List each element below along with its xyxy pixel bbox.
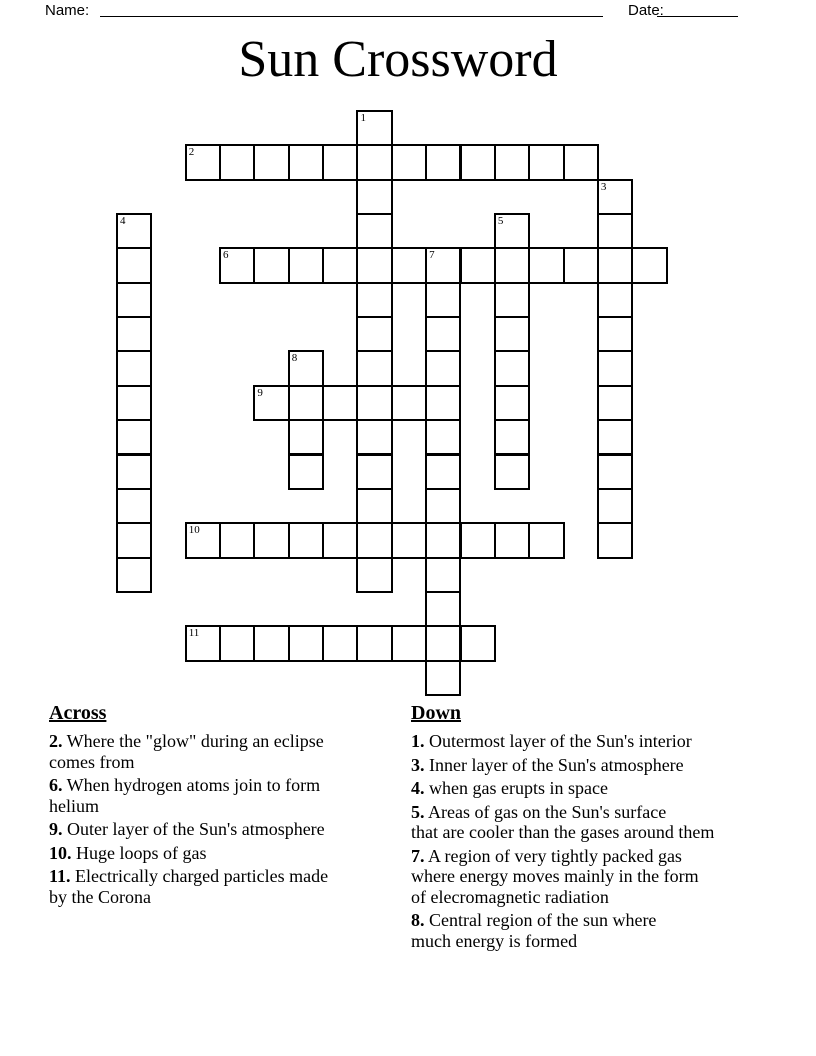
grid-cell[interactable] [185,522,221,558]
grid-cell[interactable] [116,454,152,490]
clue: 10. Huge loops of gas [49,842,207,863]
grid-cell[interactable] [356,110,392,146]
grid-cell[interactable] [116,385,152,421]
grid-cell[interactable] [322,522,358,558]
grid-cell[interactable] [597,419,633,455]
grid-cell[interactable] [494,454,530,490]
grid-cell[interactable] [494,282,530,318]
grid-cell[interactable] [356,247,392,283]
clue-number: 5 [497,215,504,228]
grid-cell[interactable] [425,454,461,490]
grid-cell[interactable] [597,213,633,249]
grid-cell[interactable] [356,179,392,215]
clue: 5. Areas of gas on the Sun's surface that are cooler than the gases around them [411,801,715,842]
clue-number-label: 7. [411,845,425,866]
grid-cell[interactable] [356,454,392,490]
grid-cell[interactable] [425,488,461,524]
grid-cell[interactable] [253,522,289,558]
grid-cell[interactable] [597,179,633,215]
grid-cell[interactable] [597,385,633,421]
grid-cell[interactable] [494,385,530,421]
grid-cell[interactable] [494,213,530,249]
grid-cell[interactable] [597,488,633,524]
clue-number: 1 [360,112,366,124]
grid-cell[interactable] [494,144,530,180]
clue-number: 11 [188,627,200,640]
grid-cell[interactable] [425,591,461,627]
grid-cell[interactable] [425,316,461,352]
grid-cell[interactable] [425,350,461,386]
clue-number: 10 [188,524,200,537]
clue: 3. Inner layer of the Sun's atmosphere [411,754,684,775]
grid-cell[interactable] [425,557,461,593]
grid-cell[interactable] [356,213,392,249]
clue: 2. Where the "glow" during an eclipse comes from [49,731,324,772]
grid-cell[interactable] [253,625,289,661]
date-blank-line[interactable] [657,1,738,17]
grid-cell[interactable] [460,144,496,180]
grid-cell[interactable] [631,247,667,283]
clue-number-label: 10. [49,842,72,863]
grid-cell[interactable] [356,144,392,180]
clue-number-label: 2. [49,731,63,751]
clue-number-label: 1. [411,731,425,751]
grid-cell[interactable] [494,350,530,386]
clue-number: 9 [257,386,263,399]
clue-number: 8 [291,352,298,365]
across-heading: Across [49,702,107,724]
grid-cell[interactable] [356,282,392,318]
grid-cell[interactable] [288,419,324,455]
grid-cell[interactable] [391,385,427,421]
down-clue-list [411,731,806,951]
clue: 4. when gas erupts in space [411,778,608,798]
grid-cell[interactable] [563,144,599,180]
grid-cell[interactable] [597,350,633,386]
grid-cell[interactable] [356,316,392,352]
grid-cell[interactable] [116,419,152,455]
grid-cell[interactable] [219,144,255,180]
down-clues-section [411,702,806,954]
down-heading: Down [411,702,462,724]
grid-cell[interactable] [356,557,392,593]
grid-cell[interactable] [391,625,427,661]
grid-cell[interactable] [425,625,461,661]
grid-cell[interactable] [597,522,633,558]
grid-cell[interactable] [116,522,152,558]
grid-cell[interactable] [356,350,392,386]
grid-cell[interactable] [288,454,324,490]
grid-cell[interactable] [288,350,324,386]
grid-cell[interactable] [219,247,255,283]
grid-cell[interactable] [288,385,324,421]
grid-cell[interactable] [425,385,461,421]
clue-number-label: 5. [411,801,425,822]
clue-number: 7 [429,249,435,262]
grid-cell[interactable] [460,625,496,661]
clue-number-label: 4. [411,778,425,798]
clue-number: 3 [600,180,607,193]
grid-cell[interactable] [116,316,152,352]
grid-cell[interactable] [425,282,461,318]
grid-cell[interactable] [460,522,496,558]
grid-cell[interactable] [460,247,496,283]
clue: 8. Central region of the sun where much energy is formed [411,910,657,951]
grid-cell[interactable] [494,316,530,352]
across-clues-section [49,702,399,910]
grid-cell[interactable] [391,247,427,283]
grid-cell[interactable] [356,419,392,455]
grid-cell[interactable] [425,144,461,180]
grid-cell[interactable] [494,522,530,558]
clue-number-label: 6. [49,775,63,795]
grid-cell[interactable] [597,282,633,318]
grid-cell[interactable] [185,144,221,180]
grid-cell[interactable] [253,385,289,421]
clue-number: 4 [120,215,126,228]
grid-cell[interactable] [116,213,152,249]
clue: 7. A region of very tightly packed gas where energy moves mainly in the form of elecromagnetic radiation [411,845,699,907]
grid-cell[interactable] [219,625,255,661]
date-label: Date: [628,2,664,19]
grid-cell[interactable] [253,247,289,283]
grid-cell[interactable] [185,625,221,661]
grid-cell[interactable] [288,247,324,283]
grid-cell[interactable] [528,522,564,558]
grid-cell[interactable] [528,144,564,180]
grid-cell[interactable] [253,144,289,180]
grid-cell[interactable] [391,144,427,180]
clue-number: 2 [188,146,195,159]
grid-cell[interactable] [356,625,392,661]
clue: 9. Outer layer of the Sun's atmosphere [49,819,325,839]
clue: 6. When hydrogen atoms join to form helium [49,775,321,816]
grid-cell[interactable] [597,316,633,352]
clue-number-label: 9. [49,819,63,839]
grid-cell[interactable] [494,247,530,283]
grid-cell[interactable] [116,557,152,593]
grid-cell[interactable] [356,385,392,421]
clue-number-label: 8. [411,910,425,930]
grid-cell[interactable] [322,247,358,283]
grid-cell[interactable] [116,488,152,524]
grid-cell[interactable] [288,144,324,180]
grid-cell[interactable] [597,247,633,283]
grid-cell[interactable] [322,144,358,180]
grid-cell[interactable] [528,247,564,283]
clue-number-label: 3. [411,754,425,775]
across-clue-list [49,731,399,907]
grid-cell[interactable] [425,247,461,283]
grid-cell[interactable] [219,522,255,558]
clue: 11. Electrically charged particles made by the Corona [49,866,329,907]
grid-cell[interactable] [425,660,461,696]
grid-cell[interactable] [322,385,358,421]
page-title: Sun Crossword [238,31,558,88]
grid-cell[interactable] [425,522,461,558]
grid-cell[interactable] [322,625,358,661]
grid-cell[interactable] [425,419,461,455]
grid-cell[interactable] [597,454,633,490]
grid-cell[interactable] [116,247,152,283]
grid-cell[interactable] [288,522,324,558]
clue-number: 6 [223,249,229,262]
grid-cell[interactable] [391,522,427,558]
grid-cell[interactable] [494,419,530,455]
grid-cell[interactable] [288,625,324,661]
clue: 1. Outermost layer of the Sun's interior [411,731,692,751]
grid-cell[interactable] [356,522,392,558]
name-blank-line[interactable] [100,1,603,17]
grid-cell[interactable] [116,350,152,386]
name-label: Name: [45,2,90,19]
grid-cell[interactable] [116,282,152,318]
clue-number-label: 11. [49,866,71,886]
grid-cell[interactable] [563,247,599,283]
grid-cell[interactable] [356,488,392,524]
